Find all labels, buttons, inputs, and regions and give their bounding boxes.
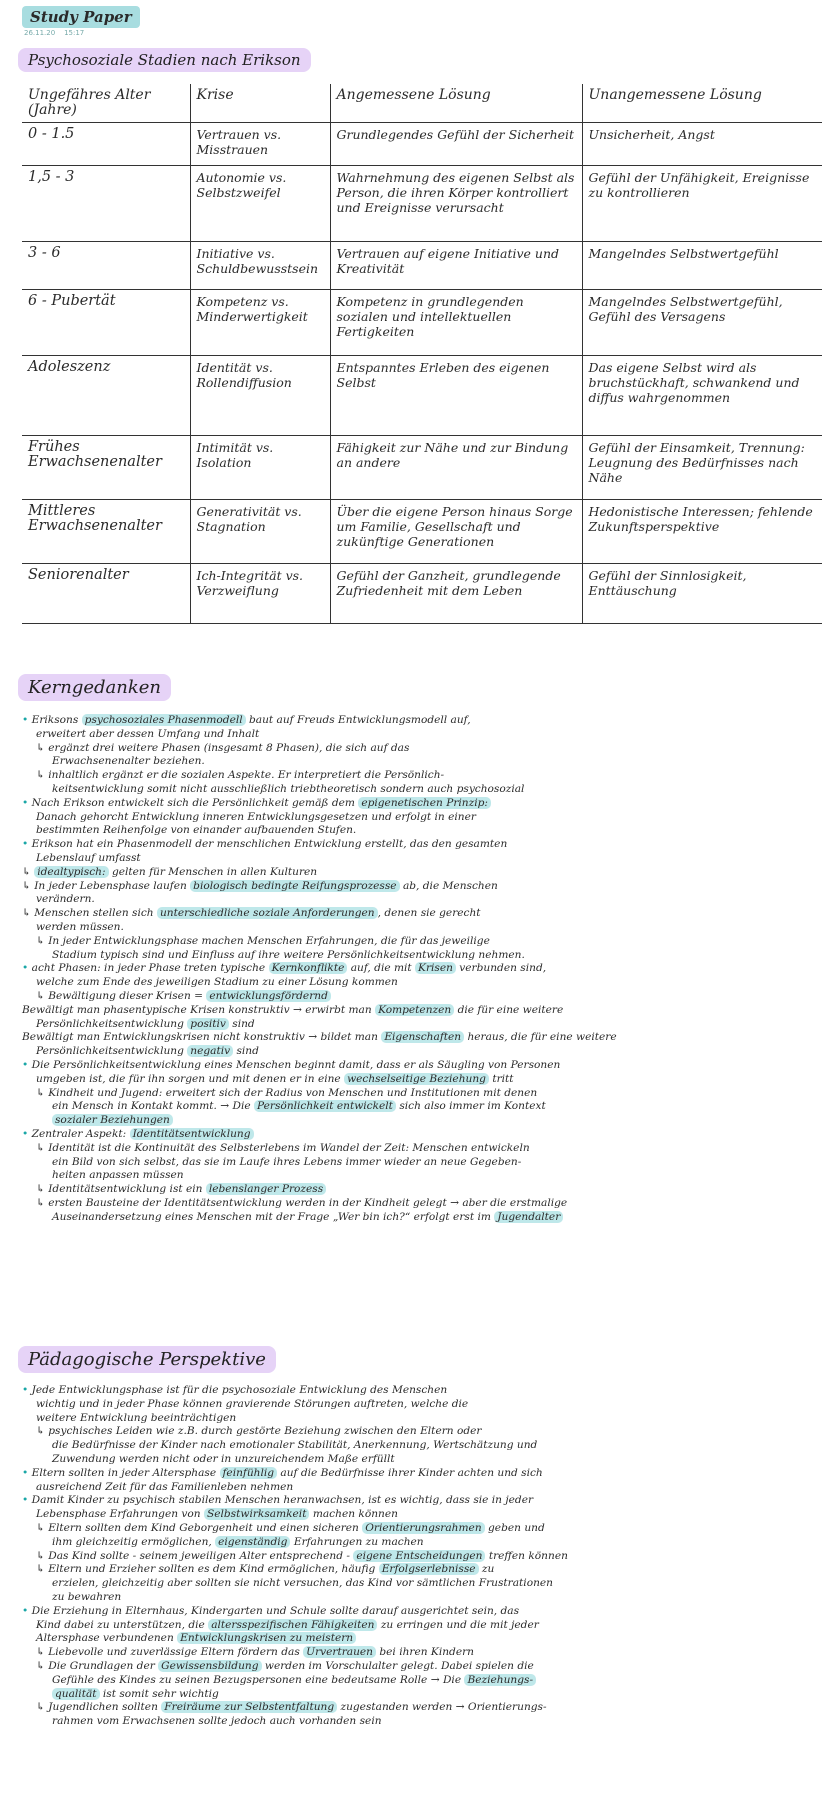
- core-ideas-notes: [22, 714, 812, 1224]
- note-line: qualität ist somit sehr wichtig: [22, 1688, 812, 1702]
- cell-age: Adoleszenz: [22, 356, 190, 436]
- cell-age: 0 - 1.5: [22, 123, 190, 166]
- note-line: • Zentraler Aspekt: Identitätsentwicklung: [22, 1128, 812, 1142]
- table-row: [22, 166, 822, 242]
- note-line: weitere Entwicklung beeinträchtigen: [36, 1411, 237, 1424]
- cell-adequate: Wahrnehmung des eigenen Selbst als Person, die ihren Körper kontrolliert und Ereignisse verursacht: [330, 166, 582, 242]
- note-line: Persönlichkeitsentwicklung positiv sind: [36, 1017, 255, 1030]
- note-line: ↳ idealtypisch: gelten für Menschen in allen Kulturen: [22, 865, 318, 878]
- note-line: Gefühle des Kindes zu seinen Bezugspersonen eine bedeutsame Rolle → Die Beziehungs-: [22, 1674, 812, 1688]
- cell-inadequate: Mangelndes Selbstwertgefühl, Gefühl des Versagens: [582, 290, 822, 356]
- note-line: wichtig und in jeder Phase können gravierende Störungen auftreten, welche die: [36, 1397, 469, 1410]
- cell-age: 6 - Pubertät: [22, 290, 190, 356]
- note-line: bestimmten Reihenfolge von einander aufbauenden Stufen.: [36, 824, 357, 837]
- table-row: [22, 123, 822, 166]
- note-line: welche zum Ende des jeweiligen Stadium zu einer Lösung kommen: [36, 976, 398, 989]
- note-line: ↳ psychisches Leiden wie z.B. durch gestörte Beziehung zwischen den Eltern oder: [36, 1425, 482, 1438]
- cell-age: Frühes Erwachsenenalter: [22, 436, 190, 500]
- note-line: • Damit Kinder zu psychisch stabilen Menschen heranwachsen, ist es wichtig, dass sie in jeder: [22, 1494, 534, 1507]
- bullet-icon: •: [22, 1127, 29, 1140]
- bullet-icon: •: [22, 714, 29, 726]
- cell-inadequate: Mangelndes Selbstwertgefühl: [582, 242, 822, 290]
- cell-adequate: Gefühl der Ganzheit, grundlegende Zufriedenheit mit dem Leben: [330, 564, 582, 624]
- bullet-icon: •: [22, 838, 29, 851]
- note-line: ↳ ergänzt drei weitere Phasen (insgesamt 8 Phasen), die sich auf das: [36, 741, 410, 754]
- cell-crisis: Vertrauen vs. Misstrauen: [190, 123, 330, 166]
- cell-crisis: Autonomie vs. Selbstzweifel: [190, 166, 330, 242]
- note-line: ↳ Eltern und Erzieher sollten es dem Kind ermöglichen, häufig Erfolgserlebnisse zu: [36, 1563, 495, 1576]
- column-header-crisis: Krise: [190, 84, 330, 123]
- bullet-icon: •: [22, 962, 29, 975]
- note-line: die Bedürfnisse der Kinder nach emotionaler Stabilität, Anerkennung, Wertschätzung und: [52, 1439, 538, 1452]
- bullet-icon: •: [22, 1384, 29, 1396]
- cell-age: 1,5 - 3: [22, 166, 190, 242]
- section-heading-pedagogy: Pädagogische Perspektive: [18, 1346, 276, 1373]
- cell-crisis: Ich-Integrität vs. Verzweiflung: [190, 564, 330, 624]
- cell-adequate: Kompetenz in grundlegenden sozialen und intellektuellen Fertigkeiten: [330, 290, 582, 356]
- note-line: Altersphase verbundenen Entwicklungskrisen zu meistern: [22, 1632, 812, 1646]
- bullet-icon: •: [22, 1494, 29, 1507]
- note-line: • Jede Entwicklungsphase ist für die psychosoziale Entwicklung des Menschen: [22, 1384, 448, 1396]
- table-row: [22, 564, 822, 624]
- note-date: [24, 29, 84, 37]
- note-line: ↳ Liebevolle und zuverlässige Eltern fördern das Urvertrauen bei ihren Kindern: [36, 1646, 474, 1659]
- cell-inadequate: Gefühl der Sinnlosigkeit, Enttäuschung: [582, 564, 822, 624]
- table-row: [22, 500, 822, 564]
- cell-age: Mittleres Erwachsenenalter: [22, 500, 190, 564]
- note-line: • acht Phasen: in jeder Phase treten typische Kernkonflikte auf, die mit Krisen verbunden sind,: [22, 962, 547, 975]
- note-line: • Die Erziehung in Elternhaus, Kindergarten und Schule sollte darauf ausgerichtet sein, das: [22, 1604, 520, 1617]
- cell-inadequate: Hedonistische Interessen; fehlende Zukunftsperspektive: [582, 500, 822, 564]
- erikson-stages-table: [22, 84, 822, 624]
- note-line: ausreichend Zeit für das Familienleben nehmen: [36, 1480, 294, 1493]
- note-line: ↳ In jeder Lebensphase laufen biologisch bedingte Reifungsprozesse ab, die Menschen: [22, 879, 498, 892]
- table-header-row: [22, 84, 822, 123]
- note-line: • Die Persönlichkeitsentwicklung eines Menschen beginnt damit, dass er als Säugling von Personen: [22, 1058, 561, 1071]
- note-line: verändern.: [36, 893, 95, 906]
- note-line: ↳ Identität ist die Kontinuität des Selbsterlebens im Wandel der Zeit: Menschen entwickeln: [36, 1141, 530, 1154]
- cell-adequate: Über die eigene Person hinaus Sorge um Familie, Gesellschaft und zukünftige Generationen: [330, 500, 582, 564]
- note-line: ↳ ersten Bausteine der Identitätsentwicklung werden in der Kindheit gelegt → aber die erstmalige: [36, 1196, 568, 1209]
- note-line: ↳ Eltern sollten dem Kind Geborgenheit und einen sicheren Orientierungsrahmen geben und: [36, 1521, 545, 1534]
- cell-inadequate: Unsicherheit, Angst: [582, 123, 822, 166]
- note-line: Lebensphase Erfahrungen von Selbstwirksamkeit machen können: [36, 1508, 398, 1521]
- table-row: [22, 242, 822, 290]
- note-line: werden müssen.: [36, 920, 124, 933]
- note-line: keitsentwicklung somit nicht ausschließlich triebtheoretisch sondern auch psychosozial: [52, 782, 525, 795]
- note-line: Lebenslauf umfasst: [36, 851, 141, 864]
- note-line: ein Bild von sich selbst, das sie im Laufe ihres Lebens immer wieder an neue Gegeben-: [52, 1155, 522, 1168]
- cell-age: Seniorenalter: [22, 564, 190, 624]
- note-line: zu bewahren: [52, 1590, 122, 1603]
- note-line: ↳ Menschen stellen sich unterschiedliche soziale Anforderungen , denen sie gerecht: [22, 907, 481, 920]
- note-line: ↳ Die Grundlagen der Gewissensbildung werden im Vorschulalter gelegt. Dabei spielen die: [36, 1659, 534, 1672]
- cell-crisis: Intimität vs. Isolation: [190, 436, 330, 500]
- app-title: Study Paper: [22, 6, 140, 28]
- note-line: erzielen, gleichzeitig aber sollten sie nicht versuchen, das Kind vor sämtlichen Frustrationen: [52, 1577, 553, 1590]
- note-line: umgeben ist, die für ihn sorgen und mit denen er in eine wechselseitige Beziehung tritt: [36, 1072, 514, 1085]
- cell-crisis: Identität vs. Rollendiffusion: [190, 356, 330, 436]
- note-line: ↳ Kindheit und Jugend: erweitert sich der Radius von Menschen und Institutionen mit denen: [36, 1086, 538, 1099]
- note-line: ein Mensch in Kontakt kommt. → Die Persönlichkeit entwickelt sich also immer im Kontext: [52, 1100, 546, 1113]
- table-row: [22, 356, 822, 436]
- section-heading-stages: Psychosoziale Stadien nach Erikson: [18, 48, 311, 72]
- note-line: • Nach Erikson entwickelt sich die Persönlichkeit gemäß dem epigenetischen Prinzip:: [22, 797, 812, 811]
- cell-inadequate: Gefühl der Unfähigkeit, Ereignisse zu kontrollieren: [582, 166, 822, 242]
- cell-inadequate: Das eigene Selbst wird als bruchstückhaft, schwankend und diffus wahrgenommen: [582, 356, 822, 436]
- note-line: • Erikson hat ein Phasenmodell der menschlichen Entwicklung erstellt, das den gesamten: [22, 838, 508, 851]
- note-line: Persönlichkeitsentwicklung negativ sind: [36, 1045, 259, 1058]
- note-line: Bewältigt man phasentypische Krisen konstruktiv → erwirbt man Kompetenzen die für eine weitere: [22, 1003, 564, 1016]
- column-header-adequate: Angemessene Lösung: [330, 84, 582, 123]
- cell-adequate: Entspanntes Erleben des eigenen Selbst: [330, 356, 582, 436]
- bullet-icon: •: [22, 796, 29, 809]
- pedagogy-notes: [22, 1384, 812, 1729]
- cell-crisis: Generativität vs. Stagnation: [190, 500, 330, 564]
- bullet-icon: •: [22, 1604, 29, 1617]
- note-line: • Eltern sollten in jeder Altersphase feinfühlig auf die Bedürfnisse ihrer Kinder achten und sich: [22, 1466, 543, 1479]
- column-header-inadequate: Unangemessene Lösung: [582, 84, 822, 123]
- note-line: ↳ inhaltlich ergänzt er die sozialen Aspekte. Er interpretiert die Persönlich-: [36, 769, 445, 782]
- note-line: rahmen vom Erwachsenen sollte jedoch auch vorhanden sein: [52, 1715, 382, 1728]
- note-line: Stadium typisch sind und Einfluss auf ihre weitere Persönlichkeitsentwicklung nehmen.: [52, 948, 525, 961]
- date-value: 26.11.20: [24, 29, 56, 37]
- cell-inadequate: Gefühl der Einsamkeit, Trennung: Leugnung des Bedürfnisses nach Nähe: [582, 436, 822, 500]
- table-row: [22, 436, 822, 500]
- note-line: ↳ Das Kind sollte - seinem jeweiligen Alter entsprechend - eigene Entscheidungen treffen können: [36, 1549, 568, 1562]
- bullet-icon: •: [22, 1058, 29, 1071]
- table-row: [22, 290, 822, 356]
- bullet-icon: •: [22, 1466, 29, 1479]
- note-line: ihm gleichzeitig ermöglichen, eigenständig Erfahrungen zu machen: [52, 1535, 424, 1548]
- cell-age: 3 - 6: [22, 242, 190, 290]
- note-line: sozialer Beziehungen: [22, 1114, 812, 1128]
- note-line: Danach gehorcht Entwicklung inneren Entwicklungsgesetzen und erfolgt in einer: [36, 810, 476, 823]
- note-line: ↳ In jeder Entwicklungsphase machen Menschen Erfahrungen, die für das jeweilige: [36, 934, 490, 947]
- note-line: Kind dabei zu unterstützen, die altersspezifischen Fähigkeiten zu erringen und die mit jeder: [36, 1618, 539, 1631]
- note-line: ↳ Identitätsentwicklung ist ein lebenslanger Prozess: [22, 1183, 812, 1197]
- note-line: ↳ Jugendlichen sollten Freiräume zur Selbstentfaltung zugestanden werden → Orientierungs-: [36, 1701, 547, 1714]
- cell-adequate: Fähigkeit zur Nähe und zur Bindung an andere: [330, 436, 582, 500]
- note-line: heiten anpassen müssen: [52, 1169, 184, 1182]
- note-line: Zuwendung werden nicht oder in unzureichendem Maße erfüllt: [52, 1452, 395, 1465]
- cell-adequate: Grundlegendes Gefühl der Sicherheit: [330, 123, 582, 166]
- cell-crisis: Initiative vs. Schuldbewusstsein: [190, 242, 330, 290]
- note-line: Auseinandersetzung eines Menschen mit der Frage „Wer bin ich?“ erfolgt erst im Jugendalter: [22, 1211, 812, 1225]
- note-line: • Eriksons psychosoziales Phasenmodell baut auf Freuds Entwicklungsmodell auf,: [22, 714, 471, 726]
- column-header-age: Ungefähres Alter (Jahre): [22, 84, 190, 123]
- note-line: Bewältigt man Entwicklungskrisen nicht konstruktiv → bildet man Eigenschaften heraus, die für eine weitere: [22, 1031, 617, 1044]
- cell-adequate: Vertrauen auf eigene Initiative und Kreativität: [330, 242, 582, 290]
- cell-crisis: Kompetenz vs. Minderwertigkeit: [190, 290, 330, 356]
- time-value: 15:17: [64, 29, 85, 37]
- note-line: Erwachsenenalter beziehen.: [52, 755, 205, 768]
- section-heading-core-ideas: Kerngedanken: [18, 674, 171, 701]
- note-line: ↳ Bewältigung dieser Krisen = entwicklungsfördernd: [22, 990, 812, 1004]
- note-line: erweitert aber dessen Umfang und Inhalt: [36, 727, 260, 740]
